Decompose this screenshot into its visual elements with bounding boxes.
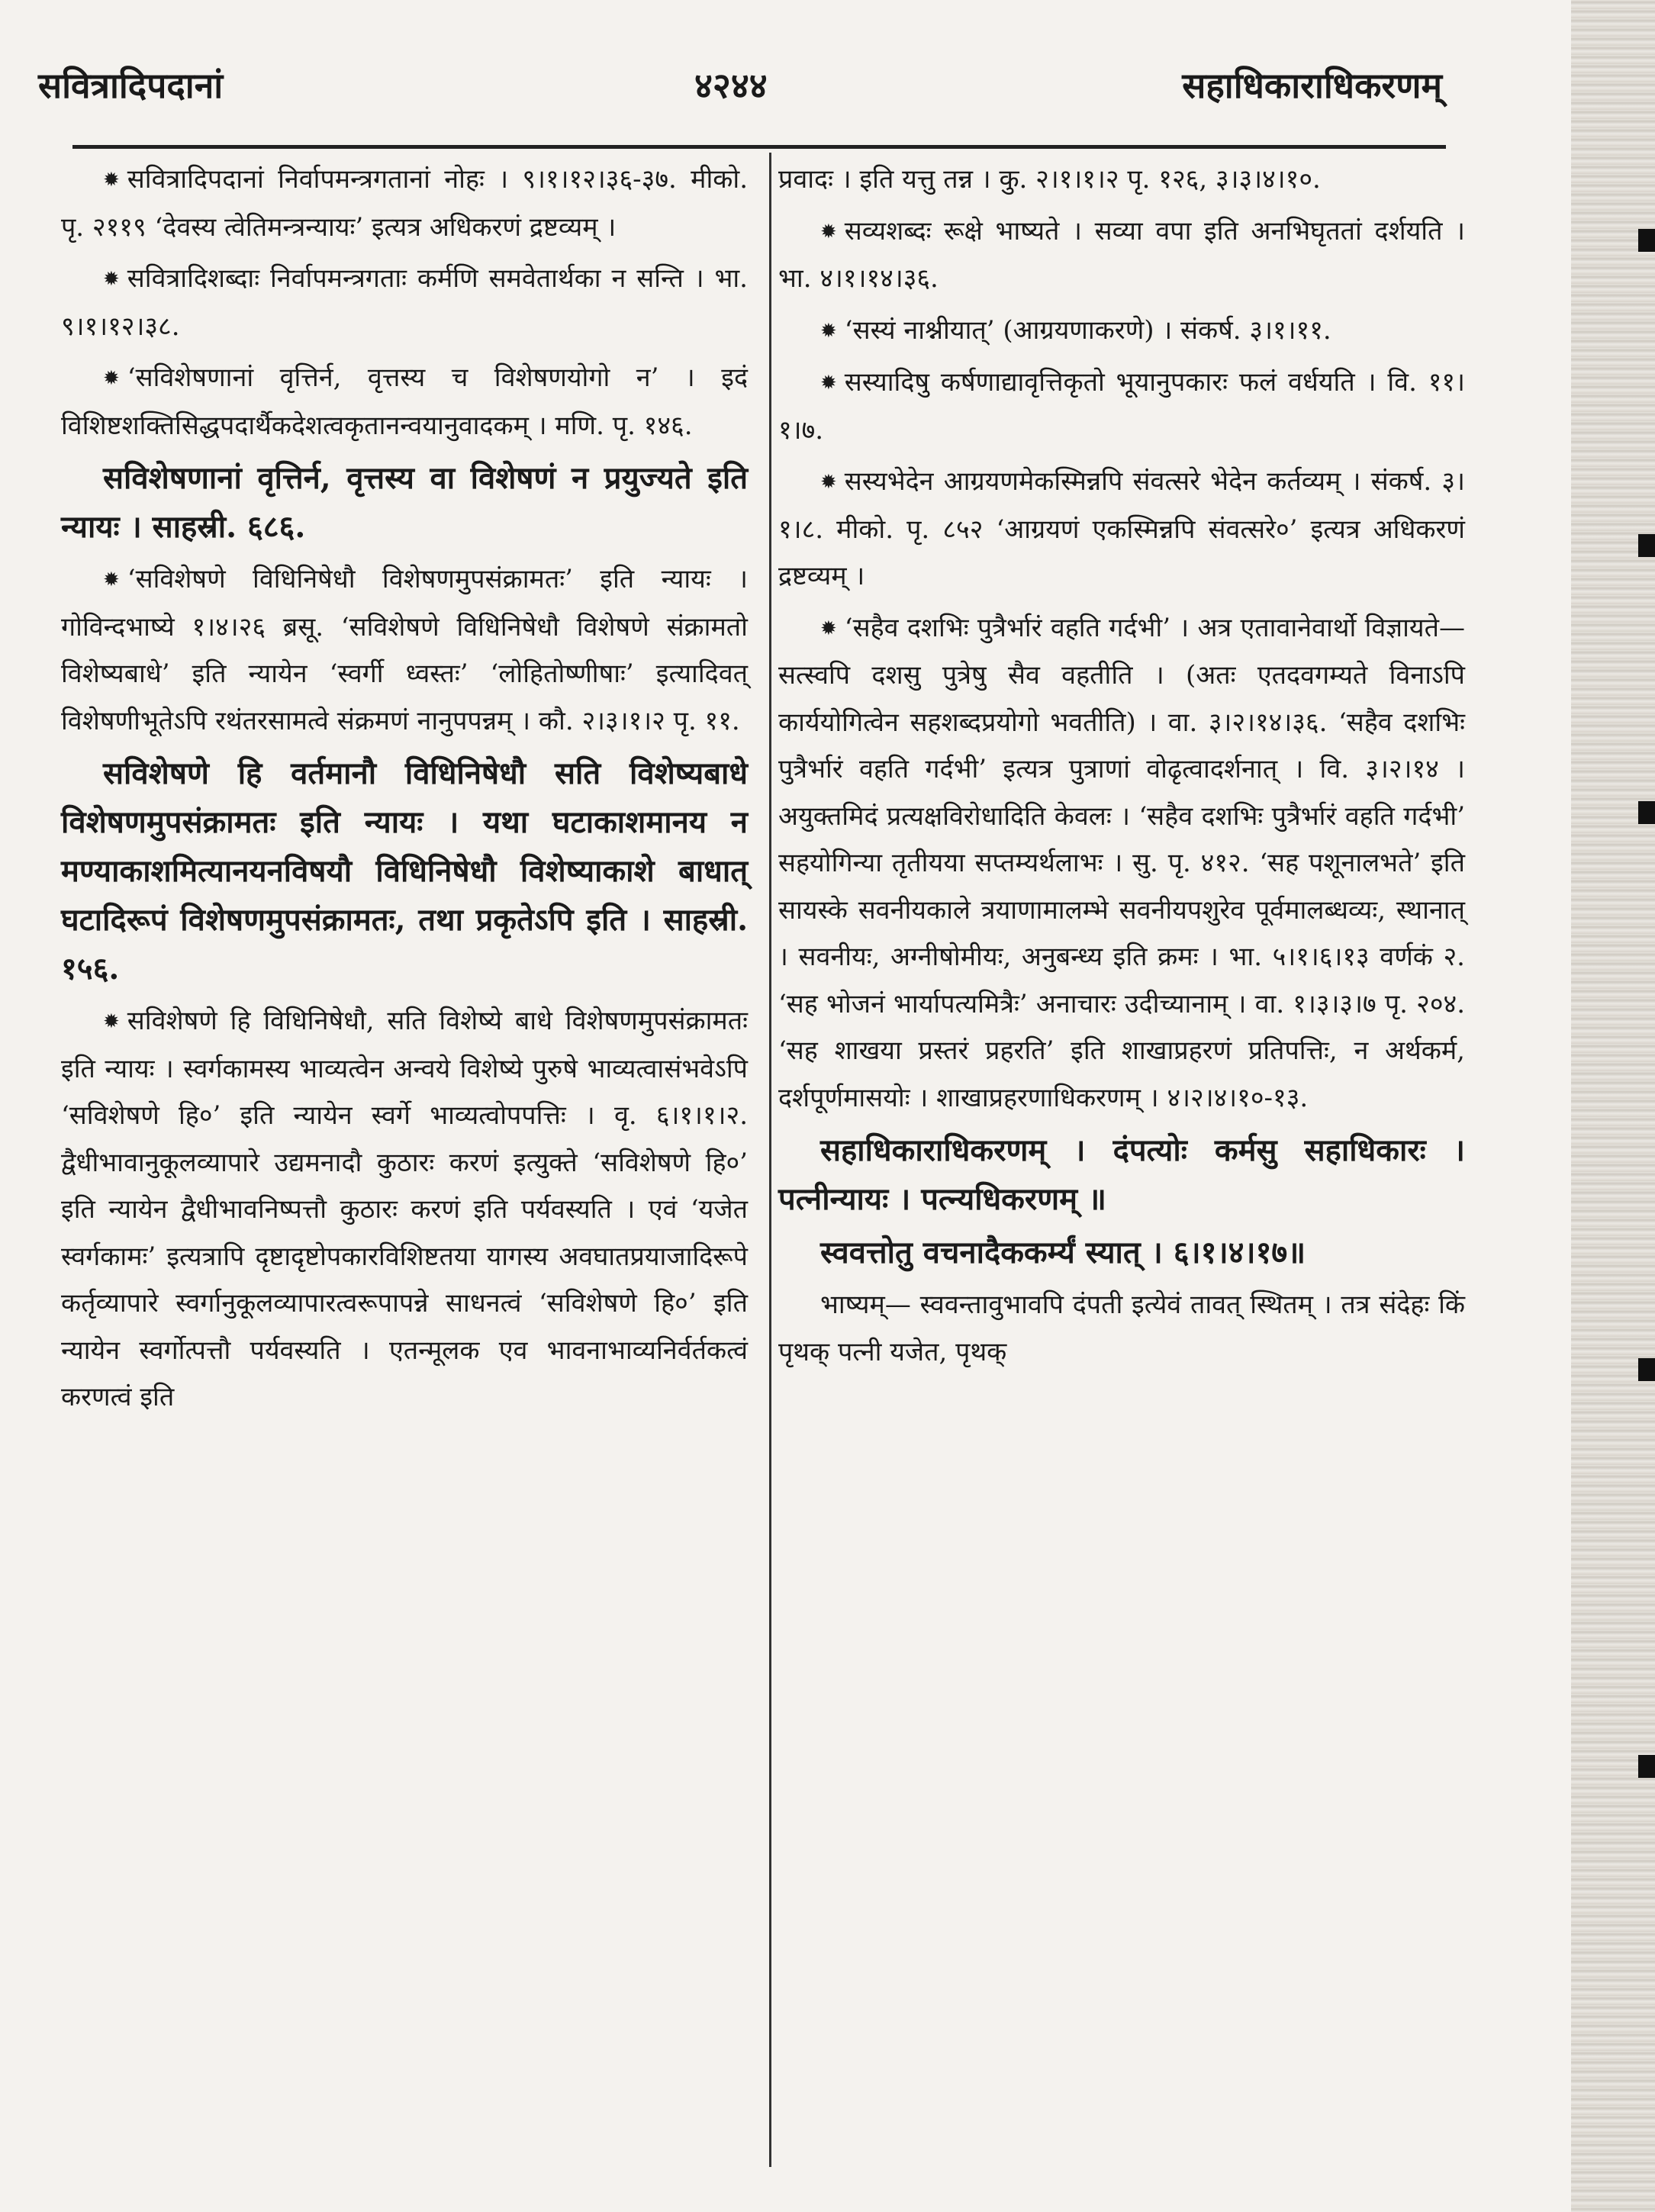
header-right-title: सहाधिकाराधिकरणम् [1182, 65, 1442, 106]
entry-paragraph: ✹ ‘सस्यं नाश्नीयात्’ (आग्रयणाकरणे) । संकर्ष. ३।१।११. [778, 307, 1465, 356]
entry-paragraph: ✹ ‘सहैव दशभिः पुत्रैर्भारं वहति गर्दभी’ । अत्र एतावानेवार्थो विज्ञायते— सत्स्वपि दशसु पुत्रेषु सैव वहतीति । (अतः एतदवगम्यते विनाऽपि कार्ययोगित्वेन सहशब्दप्रयोगो भवतीति) । वा. ३।२।१४।३६. ‘सहैव दशभिः पुत्रैर्भारं वहति गर्दभी’ इत्यत्र पुत्राणां वोढृत्वादर्शनात् । वि. ३।२।१४ । अयुक्तमिदं प्रत्यक्षविरोधादिति केवलः । ‘सहैव दशभिः पुत्रैर्भारं वहति गर्दभी’ सहयोगिन्या तृतीयया सप्तम्यर्थलाभः । सु. पृ. ४१२. ‘सह पशूनालभते’ इति सायस्के सवनीयकाले त्रयाणामालम्भे सवनीयपशुरेव पूर्वमालब्धव्यः, स्थानात् । सवनीयः, अग्नीषोमीयः, अनुबन्ध्य इति क्रमः । भा. ५।१।६।१३ वर्णकं २. ‘सह भोजनं भार्यापत्यमित्रैः’ अनाचारः उदीच्यानाम् । वा. १।३।३।७ पृ. २०४. ‘सह शाखया प्रस्तरं प्रहरति’ इति शाखाप्रहरणं प्रतिपत्तिः, न अर्थकर्म, दर्शपूर्णमासयोः । शाखाप्रहरणाधिकरणम् । ४।२।४।१०-१३. [778, 605, 1465, 1122]
entry-paragraph: ✹ सस्यभेदेन आग्रयणमेकस्मिन्नपि संवत्सरे भेदेन कर्तव्यम् । संकर्ष. ३।१।८. मीको. पृ. ८५२ ‘आग्रयणं एकस्मिन्नपि संवत्सरे०’ इत्यत्र अधिकरणं द्रष्टव्यम् । [778, 459, 1465, 600]
right-column [778, 156, 1465, 1380]
page-edge-shadow [1571, 0, 1655, 2212]
page-number: ४२४४ [694, 65, 768, 106]
entry-paragraph: ✹ सविशेषणे हि विधिनिषेधौ, सति विशेष्ये बाधे विशेषणमुपसंक्रामतः इति न्यायः । स्वर्गकामस्य भाव्यत्वेन अन्वये विशेष्ये पुरुषे भाव्यत्वासंभवेऽपि ‘सविशेषणे हि०’ इति न्यायेन स्वर्गे भाव्यत्वोपपत्तिः । वृ. ६।१।१।२. द्वैधीभावानुकूलव्यापारे उद्यमनादौ कुठारः करणं इत्युक्ते ‘सविशेषणे हि०’ इति न्यायेन द्वैधीभावनिष्पत्तौ कुठारः करणं इति पर्यवस्यति । एवं ‘यजेत स्वर्गकामः’ इत्यत्रापि दृष्टादृष्टोपकारविशिष्टतया यागस्य अवघातप्रयाजादिरूपे कर्तृव्यापारे स्वर्गानुकूलव्यापारत्वरूपापन्ने साधनत्वं ‘सविशेषणे हि०’ इति न्यायेन स्वर्गोत्पत्तौ पर्यवस्यति । एतन्मूलक एव भावनाभाव्यनिर्वर्तकत्वं करणत्वं इति [61, 998, 748, 1422]
edge-mark [1638, 1755, 1655, 1778]
entry-paragraph: ✹ सवित्रादिपदानां निर्वापमन्त्रगतानां नोहः । ९।१।१२।३६-३७. मीको. पृ. २११९ ‘देवस्य त्वेतिमन्त्रन्यायः’ इत्यत्र अधिकरणं द्रष्टव्यम् । [61, 156, 748, 251]
entry-paragraph: ✹ सव्यशब्दः रूक्षे भाष्यते । सव्या वपा इति अनभिघृततां दर्शयति । भा. ४।१।१४।३६. [778, 208, 1465, 303]
maxim-paragraph: सविशेषणे हि वर्तमानौ विधिनिषेधौ सति विशेष्यबाधे विशेषणमुपसंक्रामतः इति न्यायः । यथा घटाकाशमानय न मण्याकाशमित्यानयनविषयौ विधिनिषेधौ विशेष्याकाशे बाधात् घटादिरूपं विशेषणमुपसंक्रामतः, तथा प्रकृतेऽपि इति । साहस्री. १५६. [61, 755, 748, 987]
running-header [31, 61, 1442, 122]
entry-paragraph: प्रवादः । इति यत्तु तन्न । कु. २।१।१।२ पृ. १२६, ३।३।४।१०. [778, 164, 1321, 195]
entry-paragraph: ✹ ‘सविशेषणे विधिनिषेधौ विशेषणमुपसंक्रामतः’ इति न्यायः । गोविन्दभाष्ये १।४।२६ ब्रसू. ‘सविशेषणे विधिनिषेधौ विशेषणे संक्रामतो विशेष्यबाधे’ इति न्यायेन ‘स्वर्गी ध्वस्तः’ ‘लोहितोष्णीषाः’ इत्यादिवत् विशेषणीभूतेऽपि रथंतरसामत्वे संक्रमणं नानुपपन्नम् । कौ. २।३।१।२ पृ. ११. [61, 556, 748, 745]
column-divider [769, 153, 771, 2167]
entry-paragraph: ✹ सस्यादिषु कर्षणाद्यावृत्तिकृतो भूयानुपकारः फलं वर्धयति । वि. ११।१।७. [778, 359, 1465, 454]
edge-mark [1638, 1358, 1655, 1381]
edge-mark [1638, 229, 1655, 252]
edge-mark [1638, 801, 1655, 824]
edge-mark [1638, 534, 1655, 557]
maxim-paragraph: सविशेषणानां वृत्तिर्न, वृत्तस्य वा विशेषणं न प्रयुज्यते इति न्यायः । साहस्री. ६८६. [61, 460, 748, 545]
section-heading: सहाधिकाराधिकरणम् । दंपत्योः कर्मसु सहाधिकारः । पत्नीन्यायः । पत्न्यधिकरणम् ॥ [778, 1132, 1465, 1217]
bhashya-paragraph: भाष्यम्— स्ववन्तावुभावपि दंपती इत्येवं तावत् स्थितम् । तत्र संदेहः किं पृथक् पत्नी यजेत, पृथक् [778, 1290, 1465, 1367]
sutra-line: स्ववत्तोतु वचनादैककर्म्यं स्यात् । ६।१।४।१७॥ [820, 1235, 1306, 1270]
header-left-title: सवित्रादिपदानां [38, 65, 224, 106]
left-column [61, 156, 748, 1426]
entry-paragraph: ✹ ‘सविशेषणानां वृत्तिर्न, वृत्तस्य च विशेषणयोगो न’ । इदं विशिष्टशक्तिसिद्धपदार्थैकदेशत्वकृतानन्वयानुवादकम् । मणि. पृ. १४६. [61, 355, 748, 449]
header-rule [72, 145, 1446, 149]
entry-paragraph: ✹ सवित्रादिशब्दाः निर्वापमन्त्रगताः कर्मणि समवेतार्थका न सन्ति । भा. ९।१।१२।३८. [61, 256, 748, 350]
